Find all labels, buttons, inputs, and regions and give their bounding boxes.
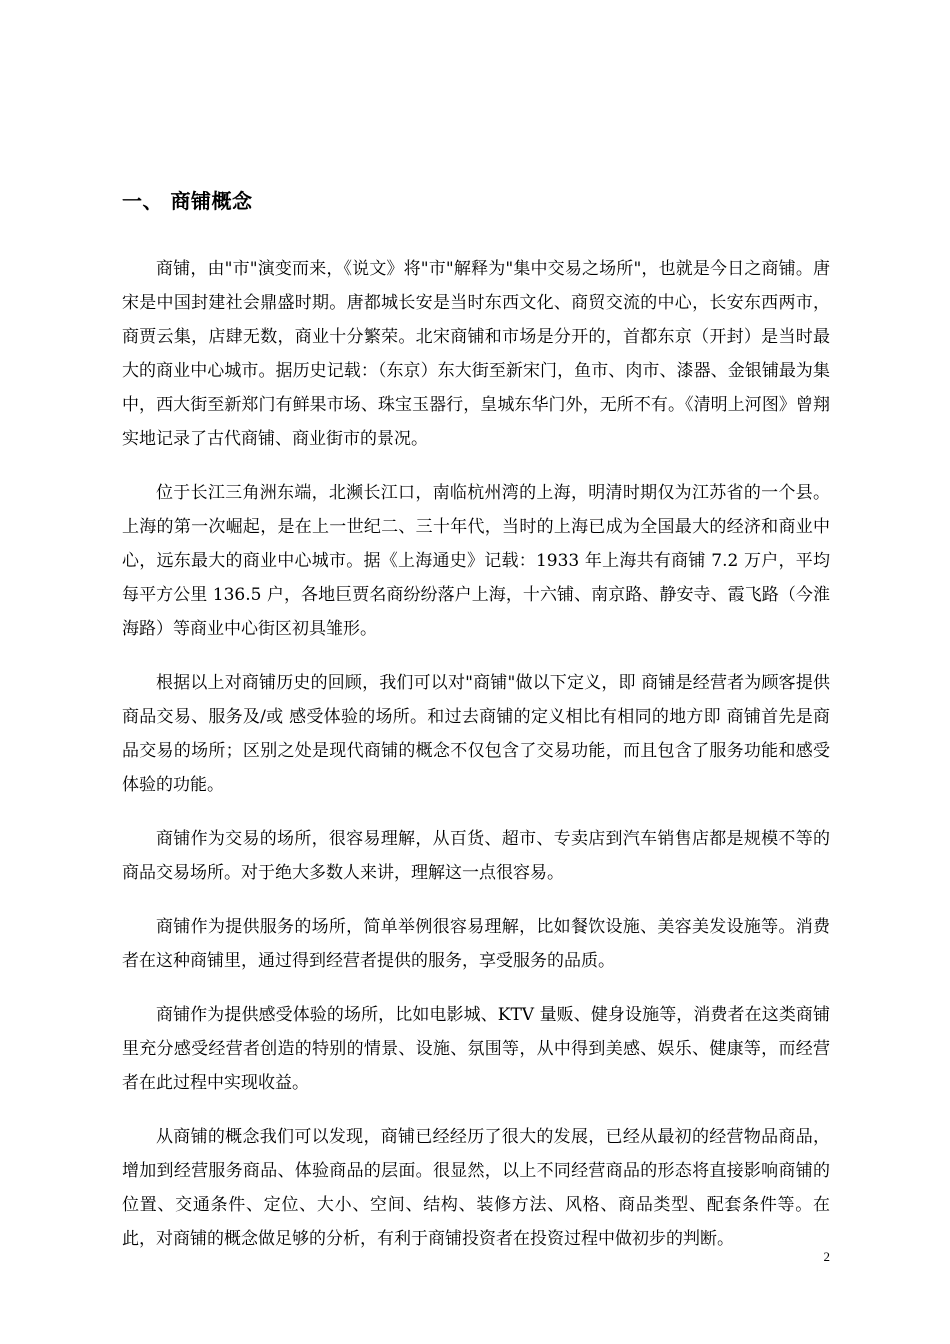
- paragraph-1: 商铺，由"市"演变而来，《说文》将"市"解释为"集中交易之场所"，也就是今日之商铺。唐宋是中国封建社会鼎盛时期。唐都城长安是当时东西文化、商贸交流的中心，长安东西两市，商贾云集，店肆无数，商业十分繁荣。北宋商铺和市场是分开的，首都东京（开封）是当时最大的商业中心城市。据历史记载：（东京）东大街至新宋门，鱼市、肉市、漆器、金银铺最为集中，西大街至新郑门有鲜果市场、珠宝玉器行，皇城东华门外，无所不有。《清明上河图》曾翔实地记录了古代商铺、商业街市的景况。: [122, 259, 830, 449]
- paragraph-3: 根据以上对商铺历史的回顾，我们可以对"商铺"做以下定义，即 商铺是经营者为顾客提供商品交易、服务及/或 感受体验的场所。和过去商铺的定义相比有相同的地方即 商铺首先是商品交易的场所；区别之处是现代商铺的概念不仅包含了交易功能，而且包含了服务功能和感受体验的功能。: [122, 673, 830, 795]
- paragraph-2: 位于长江三角洲东端，北濒长江口，南临杭州湾的上海，明清时期仅为江苏省的一个县。上海的第一次崛起，是在上一世纪二、三十年代，当时的上海已成为全国最大的经济和商业中心，远东最大的商业中心城市。据《上海通史》记载：1933 年上海共有商铺 7.2 万户，平均每平方公里 136.5 户，各地巨贾名商纷纷落户上海，十六铺、南京路、静安寺、霞飞路（今淮海路）等商业中心街区初具雏形。: [122, 483, 830, 639]
- paragraph-5: 商铺作为提供服务的场所，简单举例很容易理解，比如餐饮设施、美容美发设施等。消费者在这种商铺里，通过得到经营者提供的服务，享受服务的品质。: [122, 917, 830, 971]
- section-heading: 一、 商铺概念: [122, 189, 253, 213]
- paragraph-4: 商铺作为交易的场所，很容易理解，从百货、超市、专卖店到汽车销售店都是规模不等的商品交易场所。对于绝大多数人来讲，理解这一点很容易。: [122, 829, 830, 883]
- paragraph-6: 商铺作为提供感受体验的场所，比如电影城、KTV 量贩、健身设施等，消费者在这类商铺里充分感受经营者创造的特别的情景、设施、氛围等，从中得到美感、娱乐、健康等，而经营者在此过程中实现收益。: [122, 1005, 830, 1093]
- paragraph-7: 从商铺的概念我们可以发现，商铺已经经历了很大的发展，已经从最初的经营物品商品，增加到经营服务商品、体验商品的层面。很显然，以上不同经营商品的形态将直接影响商铺的位置、交通条件、定位、大小、空间、结构、装修方法、风格、商品类型、配套条件等。在此，对商铺的概念做足够的分析，有利于商铺投资者在投资过程中做初步的判断。: [122, 1127, 830, 1249]
- body-text: [122, 252, 830, 1276]
- page-number: 2: [823, 1249, 830, 1264]
